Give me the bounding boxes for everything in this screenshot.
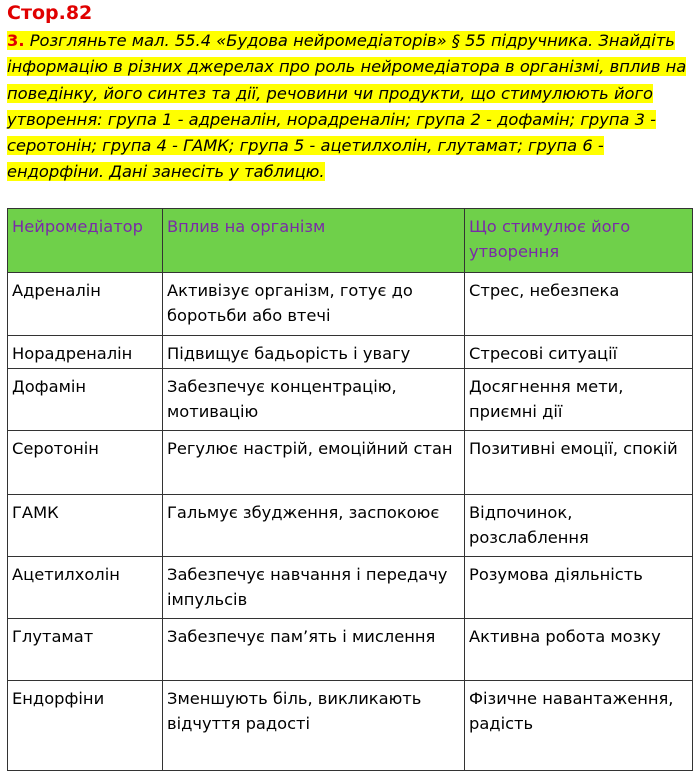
table-cell: Гальмує збудження, заспокоює (163, 495, 465, 557)
table-row (8, 369, 693, 431)
header-cell: Що стимулює його утворення (465, 209, 693, 273)
table-row (8, 619, 693, 681)
table-cell: Глутамат (8, 619, 163, 681)
header-cell: Вплив на організм (163, 209, 465, 273)
table-cell: Активізує організм, готує до боротьби або втечі (163, 273, 465, 336)
header-cell: Нейромедіатор (8, 209, 163, 273)
neurotransmitter-table (7, 208, 693, 771)
table-cell: Відпочинок, розслаблення (465, 495, 693, 557)
table-cell: Позитивні емоції, спокій (465, 431, 693, 495)
table-cell: Фізичне навантаження, радість (465, 681, 693, 771)
page (0, 0, 695, 186)
table-cell: Адреналін (8, 273, 163, 336)
table-cell: Стрес, небезпека (465, 273, 693, 336)
table-cell: Забезпечує навчання і передачу імпульсів (163, 557, 465, 619)
table-cell: Підвищує бадьорість і увагу (163, 336, 465, 369)
table-cell: Досягнення мети, приємні дії (465, 369, 693, 431)
table-cell: Серотонін (8, 431, 163, 495)
table-cell: Ендорфіни (8, 681, 163, 771)
table-cell: Регулює настрій, емоційний стан (163, 431, 465, 495)
table-cell: Розумова діяльність (465, 557, 693, 619)
task-body: Розгляньте мал. 55.4 «Будова нейромедіаторів» § 55 підручника. Знайдіть інформацію в різних джерелах про роль нейромедіатора в організмі, вплив на поведінку, його синтез та дії, речовини чи продукти, що стимулюють його утворення: група 1 - адреналін, норадреналін; група 2 - дофамін; група 3 - серотонін; група 4 - ГАМК; група 5 - ацетилхолін, глутамат; група 6 - ендорфіни. Дані занесіть у таблицю. (7, 31, 687, 182)
table-cell: Забезпечує пам’ять і мислення (163, 619, 465, 681)
table-cell: Активна робота мозку (465, 619, 693, 681)
table-row (8, 681, 693, 771)
table-row (8, 557, 693, 619)
table-row (8, 273, 693, 336)
table-cell: Забезпечує концентрацію, мотивацію (163, 369, 465, 431)
page-label: Стор.82 (7, 2, 93, 24)
table-cell: Норадреналін (8, 336, 163, 369)
table-cell: Стресові ситуації (465, 336, 693, 369)
table-cell: Ацетилхолін (8, 557, 163, 619)
table-cell: ГАМК (8, 495, 163, 557)
table-row (8, 336, 693, 369)
task-number: 3. (7, 31, 25, 50)
table-cell: Зменшують біль, викликають відчуття радості (163, 681, 465, 771)
table-row (8, 431, 693, 495)
task-text (7, 28, 692, 186)
table-row (8, 495, 693, 557)
table-cell: Дофамін (8, 369, 163, 431)
table-header-row (8, 209, 693, 273)
